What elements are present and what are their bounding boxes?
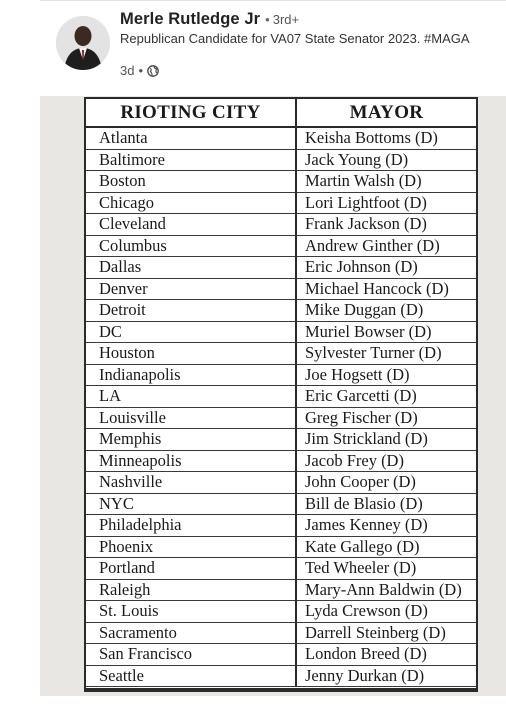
table-header-row xyxy=(86,99,476,127)
mayor-cell: John Cooper (D) xyxy=(296,472,476,494)
meta-separator: • xyxy=(138,63,144,78)
table-row xyxy=(86,321,476,343)
mayor-cell: Lori Lightfoot (D) xyxy=(296,192,476,214)
city-cell: Seattle xyxy=(86,665,296,687)
table-row xyxy=(86,300,476,322)
table-row xyxy=(86,429,476,451)
table-row xyxy=(86,558,476,580)
table-row xyxy=(86,579,476,601)
header-mayor: MAYOR xyxy=(296,99,476,127)
city-cell: Columbus xyxy=(86,235,296,257)
table-row xyxy=(86,257,476,279)
table-row xyxy=(86,665,476,687)
globe-icon xyxy=(147,65,159,81)
post-meta xyxy=(120,63,159,81)
mayor-cell: Muriel Bowser (D) xyxy=(296,321,476,343)
author-separator: • xyxy=(265,12,270,27)
mayor-cell: James Kenney (D) xyxy=(296,515,476,537)
post-time: 3d xyxy=(120,63,135,78)
city-cell: Chicago xyxy=(86,192,296,214)
mayor-cell: Jenny Durkan (D) xyxy=(296,665,476,687)
table-row xyxy=(86,235,476,257)
author-headline: Republican Candidate for VA07 State Senator 2023. #MAGA xyxy=(120,31,470,46)
table-row xyxy=(86,472,476,494)
city-cell: Phoenix xyxy=(86,536,296,558)
city-cell: LA xyxy=(86,386,296,408)
mayor-cell: Keisha Bottoms (D) xyxy=(296,127,476,149)
mayor-cell: London Breed (D) xyxy=(296,644,476,666)
table-row xyxy=(86,536,476,558)
city-cell: Boston xyxy=(86,171,296,193)
mayor-cell: Frank Jackson (D) xyxy=(296,214,476,236)
table-row xyxy=(86,644,476,666)
author-line xyxy=(120,9,299,30)
city-cell: Louisville xyxy=(86,407,296,429)
mayors-table xyxy=(86,99,476,687)
city-cell: Philadelphia xyxy=(86,515,296,537)
table-row xyxy=(86,386,476,408)
mayor-cell: Lyda Crewson (D) xyxy=(296,601,476,623)
table-row xyxy=(86,364,476,386)
city-cell: San Francisco xyxy=(86,644,296,666)
city-cell: St. Louis xyxy=(86,601,296,623)
table-row xyxy=(86,127,476,149)
mayor-cell: Andrew Ginther (D) xyxy=(296,235,476,257)
mayor-cell: Greg Fischer (D) xyxy=(296,407,476,429)
city-cell: Atlanta xyxy=(86,127,296,149)
mayor-cell: Joe Hogsett (D) xyxy=(296,364,476,386)
table-row xyxy=(86,214,476,236)
city-cell: Memphis xyxy=(86,429,296,451)
mayor-cell: Sylvester Turner (D) xyxy=(296,343,476,365)
mayor-cell: Jim Strickland (D) xyxy=(296,429,476,451)
avatar-portrait-icon xyxy=(56,16,110,70)
city-cell: Cleveland xyxy=(86,214,296,236)
table-row xyxy=(86,149,476,171)
mayor-cell: Kate Gallego (D) xyxy=(296,536,476,558)
mayor-cell: Michael Hancock (D) xyxy=(296,278,476,300)
table-sheet xyxy=(84,97,478,692)
table-row xyxy=(86,493,476,515)
city-cell: Sacramento xyxy=(86,622,296,644)
table-row xyxy=(86,407,476,429)
author-avatar[interactable] xyxy=(56,16,110,70)
city-cell: Raleigh xyxy=(86,579,296,601)
city-cell: Denver xyxy=(86,278,296,300)
city-cell: Dallas xyxy=(86,257,296,279)
mayor-cell: Mary-Ann Baldwin (D) xyxy=(296,579,476,601)
city-cell: Indianapolis xyxy=(86,364,296,386)
mayor-cell: Bill de Blasio (D) xyxy=(296,493,476,515)
table-row xyxy=(86,278,476,300)
city-cell: NYC xyxy=(86,493,296,515)
city-cell: Portland xyxy=(86,558,296,580)
mayor-cell: Eric Garcetti (D) xyxy=(296,386,476,408)
table-row xyxy=(86,601,476,623)
table-row xyxy=(86,192,476,214)
city-cell: Baltimore xyxy=(86,149,296,171)
image-bottom-edge xyxy=(40,692,506,696)
mayor-cell: Eric Johnson (D) xyxy=(296,257,476,279)
mayor-cell: Martin Walsh (D) xyxy=(296,171,476,193)
connection-degree: 3rd+ xyxy=(272,12,300,27)
post-image[interactable] xyxy=(40,96,506,696)
table-row xyxy=(86,343,476,365)
mayor-cell: Jacob Frey (D) xyxy=(296,450,476,472)
table-row xyxy=(86,622,476,644)
table-row xyxy=(86,515,476,537)
mayor-cell: Mike Duggan (D) xyxy=(296,300,476,322)
table-body xyxy=(86,127,476,687)
author-name[interactable]: Merle Rutledge Jr xyxy=(120,10,261,28)
mayor-cell: Jack Young (D) xyxy=(296,149,476,171)
city-cell: DC xyxy=(86,321,296,343)
mayor-cell: Ted Wheeler (D) xyxy=(296,558,476,580)
city-cell: Houston xyxy=(86,343,296,365)
city-cell: Detroit xyxy=(86,300,296,322)
table-row xyxy=(86,171,476,193)
mayor-cell: Darrell Steinberg (D) xyxy=(296,622,476,644)
post-header xyxy=(0,0,506,96)
city-cell: Minneapolis xyxy=(86,450,296,472)
table-row xyxy=(86,450,476,472)
city-cell: Nashville xyxy=(86,472,296,494)
header-rioting-city: RIOTING CITY xyxy=(86,99,296,127)
